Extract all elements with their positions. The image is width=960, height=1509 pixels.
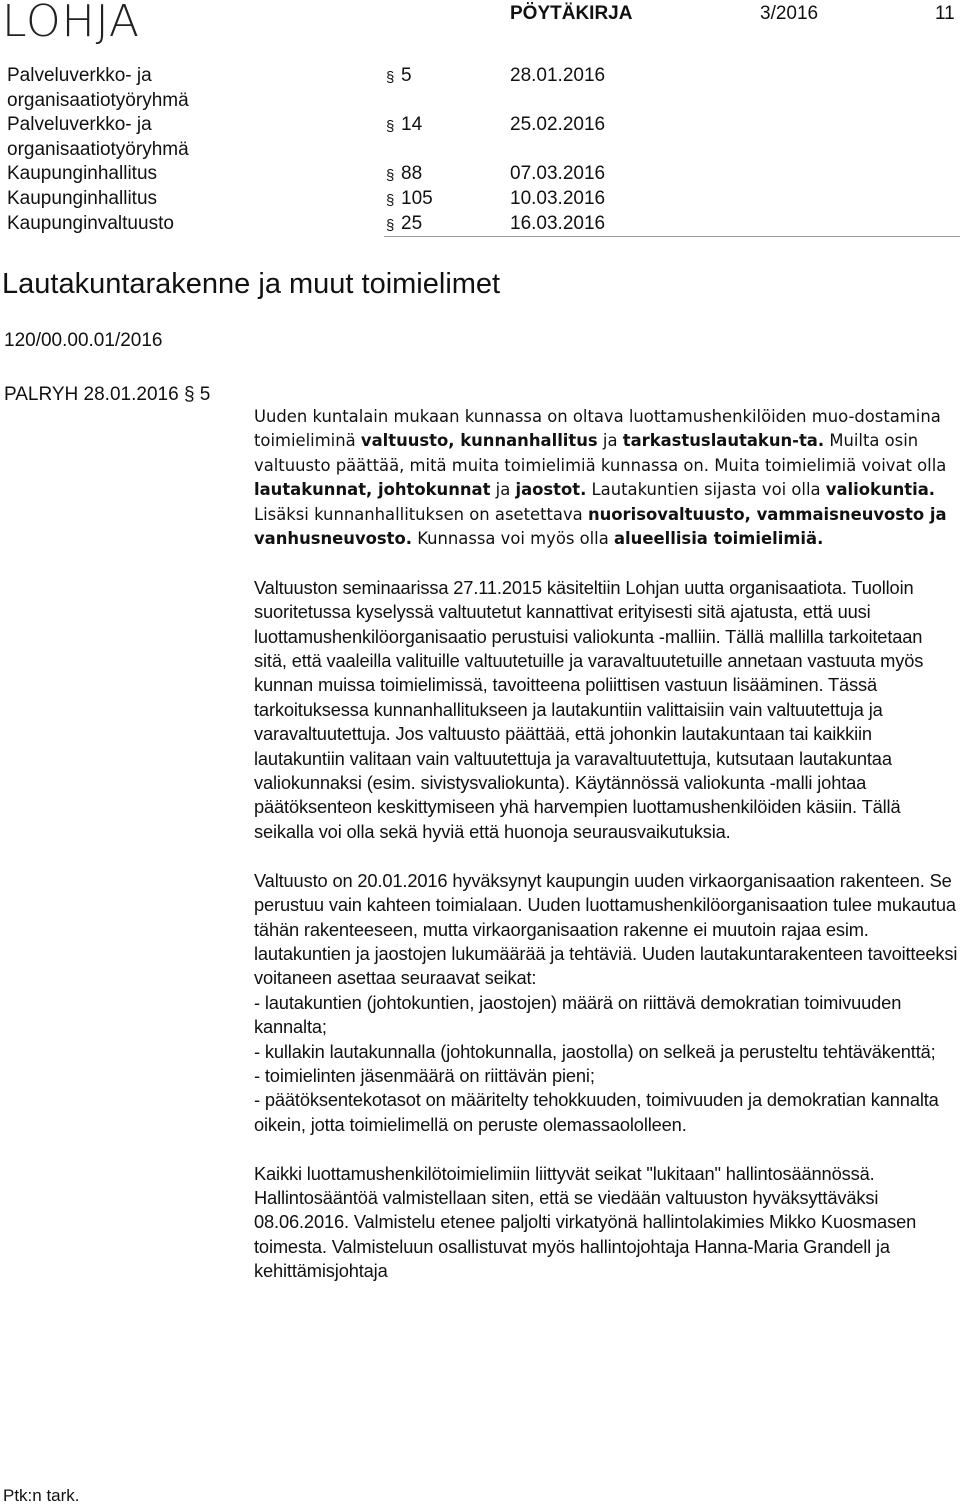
history-row: [0, 162, 960, 187]
text-run: Lisäksi kunnanhallituksen on asetettava: [254, 504, 588, 524]
history-row: [0, 187, 960, 212]
handling-history: [0, 64, 960, 236]
paragraph-administrative-rules: Kaikki luottamushenkilötoimielimiin liittyvät seikat "lukitaan" hallintosäännössä. Hallintosääntöä valmistellaan siten, että se viedään valtuuston hyväksyttäväksi 08.06.2016. Valmistelu etenee paljolti virkatyönä hallintolakimies Mikko Kuosmasen toimesta. Valmisteluun osallistuvat myös hallintojohtaja Hanna-Maria Grandell ja kehittämisjohtaja: [254, 1162, 917, 1282]
page-number: 11: [935, 3, 955, 24]
history-organ: Palveluverkko- ja organisaatiotyöryhmä: [7, 65, 189, 111]
history-number: 105: [401, 187, 433, 209]
text-run: Muilta osin valtuusto päättää, mitä muita toimielimiä kunnassa on. Muita toimielimiä voivat olla: [254, 431, 947, 475]
minutes-body: [254, 405, 959, 1308]
paragraph-sign: §: [386, 216, 395, 234]
history-row: [0, 113, 960, 162]
text-run: Uuden kuntalain mukaan kunnassa on oltava luottamushenkilöiden muo-dostamina toimieliminä: [254, 407, 941, 451]
text-run: Kunnassa voi myös olla: [411, 529, 614, 549]
emphasis: tarkastuslautakun-ta.: [622, 431, 825, 451]
case-reference: [4, 384, 210, 406]
case-reference-number: 5: [199, 384, 211, 405]
emphasis: valtuusto, kunnanhallitus: [360, 431, 598, 451]
paragraph-goals: [254, 869, 959, 1137]
history-number: 5: [401, 65, 412, 86]
paragraph-sign: §: [386, 118, 395, 136]
text-run: Lautakuntien sijasta voi olla: [586, 480, 826, 500]
paragraph-sign: §: [386, 167, 395, 185]
emphasis: alueellisia toimielimiä.: [614, 529, 824, 549]
history-organ: Kaupunginvaltuusto: [7, 212, 174, 234]
history-date: 28.01.2016: [510, 65, 606, 86]
minutes-checker-label: Ptk:n tark.: [3, 1486, 80, 1505]
paragraph-sign: §: [183, 384, 195, 405]
paragraph-sign: §: [386, 69, 395, 86]
paragraph-organs: [254, 405, 959, 551]
text-run: ja: [490, 480, 516, 500]
emphasis: jaostot.: [515, 480, 587, 500]
paragraph-sign: §: [386, 191, 395, 209]
history-date: 10.03.2016: [510, 187, 606, 209]
history-organ: Palveluverkko- ja organisaatiotyöryhmä: [7, 114, 189, 160]
goal-item: - lautakuntien (johtokuntien, jaostojen) määrä on riittävä demokratian toimivuuden kannalta;: [254, 991, 902, 1038]
paragraph-seminar: Valtuuston seminaarissa 27.11.2015 käsiteltiin Lohjan uutta organisaatiota. Tuolloin suoritetussa kyselyssä valtuutetut kannattivat erityisesti sitä ajatusta, että uusi luottamushenkilöorganisaatio perustuisi valiokunta -malliin. Tällä mallilla tarkoitetaan sitä, että vaaleilla valituille valtuutetuille ja varavaltuutetuille annetaan vastuuta myös kunnan muissa toimielimissä, tavoitteena poliittisen vastuun lisääminen. Tässä tarkoituksessa kunnanhallitukseen ja lautakuntiin valittaisiin vain valtuutettuja ja varavaltuutettuja. Jos valtuusto päättää, että johonkin lautakuntaan tai kaikkiin lautakuntiin valitaan vain valtuutettuja ja varavaltuutettuja, kutsutaan lautakuntaa valiokunnaksi (esim. sivistysvaliokunta). Käytännössä valiokunta -malli johtaa päätöksenteon keskittymiseen yhä harvempien luottamushenkilöiden käsiin. Tällä seikalla voi olla sekä hyviä että huonoja seurausvaikutuksia.: [254, 576, 924, 842]
goal-item: - kullakin lautakunnalla (johtokunnalla, jaostolla) on selkeä ja perusteltu tehtäväkenttä;: [254, 1040, 936, 1062]
text-run: ja: [597, 431, 623, 451]
history-row: [0, 64, 960, 113]
history-organ: Kaupunginhallitus: [7, 187, 158, 209]
goal-item: - päätöksentekotasot on määritelty tehokkuuden, toimivuuden ja demokratian kannalta oikein, jotta toimielimellä on peruste olemassaololleen.: [254, 1089, 939, 1135]
history-organ: Kaupunginhallitus: [7, 163, 158, 185]
history-date: 25.02.2016: [510, 114, 606, 136]
case-number: 120/00.00.01/2016: [4, 330, 163, 351]
history-number: 25: [401, 212, 423, 234]
case-reference-text: PALRYH 28.01.2016: [4, 384, 179, 405]
history-date: 16.03.2016: [510, 212, 606, 234]
goal-item: - toimielinten jäsenmäärä on riittävän pieni;: [254, 1064, 595, 1086]
history-divider: [384, 236, 960, 237]
history-date: 07.03.2016: [510, 163, 606, 185]
history-number: 88: [401, 163, 423, 185]
history-number: 14: [401, 114, 423, 136]
history-row: [0, 212, 960, 237]
emphasis: lautakunnat, johtokunnat: [254, 480, 491, 500]
emphasis: valiokuntia.: [825, 480, 936, 500]
lohja-logo: LOHJA: [2, 0, 140, 47]
goals-intro: Valtuusto on 20.01.2016 hyväksynyt kaupungin uuden virkaorganisaation rakenteen. Se perustuu vain kahteen toimialaan. Uuden luottamushenkilöorganisaation tulee mukautua tähän rakenteeseen, mutta virkaorganisaation rakenne ei muutoin rajaa esim. lautakuntien ja jaostojen lukumäärää ja tehtäviä. Uuden lautakuntarakenteen tavoitteeksi voitaneen asettaa seuraavat seikat:: [254, 869, 958, 989]
document-type: PÖYTÄKIRJA: [510, 3, 633, 24]
emphasis: nuorisovaltuusto, vammaisneuvosto ja vanhusneuvosto.: [254, 504, 947, 549]
section-title: Lautakuntarakenne ja muut toimielimet: [2, 268, 501, 300]
document-number: 3/2016: [760, 3, 819, 24]
